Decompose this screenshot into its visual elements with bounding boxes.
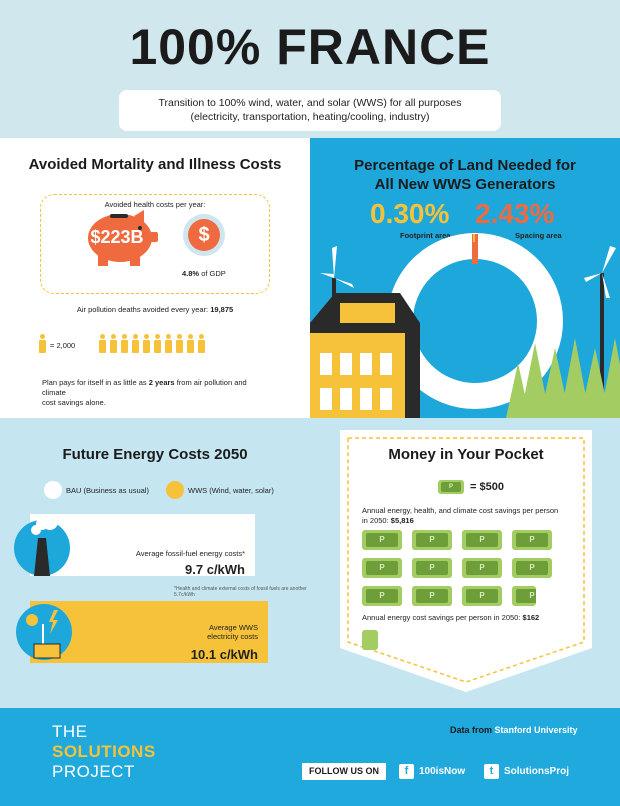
person-icon	[98, 334, 106, 354]
deaths-line	[0, 305, 310, 314]
facebook-handle[interactable]: 100isNow	[419, 766, 466, 777]
annual-label-line-1: Annual energy, health, and climate cost savings per person	[362, 506, 559, 515]
person-icon	[164, 334, 172, 354]
bill-icon: P	[362, 586, 402, 606]
wws-legend-label: WWS (Wind, water, solar)	[188, 486, 274, 495]
land-heading-line-1: Percentage of Land Needed for	[354, 157, 576, 174]
payback-years: 2 years	[148, 378, 175, 387]
brand-line-3: PROJECT	[52, 762, 135, 781]
wws-cost-label-line-1: Average WWS	[208, 623, 258, 632]
footprint-label: Footprint area	[400, 231, 451, 240]
bau-legend-label: BAU (Business as usual)	[66, 486, 149, 495]
fossil-cost-note: *Health and climate external costs of fossil fuels are another 5.7c/kWh	[174, 586, 307, 598]
bill-icon: P	[512, 558, 552, 578]
bill-icon: P	[412, 586, 452, 606]
mortality-panel	[0, 138, 310, 418]
data-source	[450, 725, 578, 735]
land-panel	[310, 138, 620, 418]
person-icon	[186, 334, 194, 354]
person-icon	[120, 334, 128, 354]
dollar-icon: $	[188, 219, 220, 251]
bill-icon: P	[462, 586, 502, 606]
wws-cost-label	[207, 623, 258, 641]
bill-icon: P	[512, 530, 552, 550]
land-illustration	[310, 138, 620, 418]
bill-icon: P	[438, 480, 464, 494]
payback-post: from air pollution and climate	[42, 378, 247, 397]
payback-pre: Plan pays for itself in as little as	[42, 378, 147, 387]
building-icon	[310, 293, 420, 418]
person-icon	[153, 334, 161, 354]
wws-cost-label-line-2: electricity costs	[207, 632, 258, 641]
bill-icon: P	[412, 558, 452, 578]
brand-line-1: THE	[52, 722, 88, 741]
deaths-label: Air pollution deaths avoided every year:	[76, 305, 209, 314]
spacing-label: Spacing area	[515, 231, 562, 240]
facebook-icon[interactable]: f	[399, 764, 414, 779]
subtitle-box	[119, 90, 501, 131]
payback-line-2: cost savings alone.	[42, 398, 106, 407]
bill-icon: P	[362, 530, 402, 550]
data-from-prefix: Data from	[450, 725, 493, 735]
person-unit: = 2,000	[50, 341, 76, 350]
land-heading-line-2: All New WWS Generators	[374, 176, 556, 193]
pocket-panel	[310, 418, 620, 708]
bill-icon: P	[512, 586, 536, 606]
energy-savings-line	[362, 613, 539, 622]
data-from-source[interactable]: Stanford University	[494, 725, 578, 735]
health-costs-value: $223B	[90, 227, 144, 247]
footprint-slice	[473, 234, 475, 242]
subtitle-line-2: (electricity, transportation, heating/cooling, industry)	[190, 111, 430, 123]
solar-panel-icon	[14, 598, 74, 668]
bill-value: = $500	[470, 481, 504, 493]
person-icon	[197, 334, 205, 354]
footprint-value: 0.30%	[370, 198, 450, 229]
annual-savings-value: $5,816	[390, 516, 414, 525]
person-icon	[109, 334, 117, 354]
payback-text	[42, 378, 272, 408]
gdp-line	[182, 269, 226, 278]
bill-icon: P	[412, 530, 452, 550]
gdp-label: of GDP	[201, 269, 226, 278]
footer	[0, 708, 620, 806]
health-costs-label: Avoided health costs per year:	[104, 200, 206, 209]
bill-icon	[362, 630, 378, 650]
brand-line-2: SOLUTIONS	[52, 742, 156, 761]
fossil-cost-value: 9.7 c/kWh	[185, 562, 245, 577]
mortality-heading: Avoided Mortality and Illness Costs	[28, 156, 282, 173]
energy-costs-heading: Future Energy Costs 2050	[62, 446, 248, 463]
bill-icon: P	[462, 558, 502, 578]
gdp-pct: 4.8%	[182, 269, 200, 278]
energy-savings-value: $162	[522, 613, 540, 622]
land-donut-ring	[400, 246, 550, 396]
bill-icon: P	[362, 558, 402, 578]
fossil-cost-label: Average fossil-fuel energy costs*	[135, 549, 245, 558]
twitter-handle[interactable]: SolutionsProj	[504, 766, 569, 777]
wws-cost-value: 10.1 c/kWh	[190, 647, 258, 662]
factory-icon	[14, 510, 70, 580]
wws-legend-dot	[166, 481, 184, 499]
coin-badge	[183, 214, 225, 256]
annual-label-line-2: in 2050:	[362, 516, 389, 525]
person-icon	[131, 334, 139, 354]
person-icon	[175, 334, 183, 354]
bill-icon: P	[462, 530, 502, 550]
page-title: 100% FRANCE	[129, 19, 491, 75]
deaths-value: 19,875	[210, 305, 234, 314]
person-icon	[38, 334, 46, 354]
energy-savings-label: Annual energy cost savings per person in 2050:	[362, 613, 521, 622]
person-icon	[142, 334, 150, 354]
subtitle-line-1: Transition to 100% wind, water, and solar (WWS) for all purposes	[158, 97, 462, 109]
follow-us-label: FOLLOW US ON	[302, 763, 386, 780]
spacing-value: 2.43%	[475, 198, 555, 229]
energy-costs-panel	[0, 418, 310, 708]
annual-savings-label	[362, 506, 558, 526]
twitter-icon[interactable]: t	[484, 764, 499, 779]
pocket-heading: Money in Your Pocket	[388, 446, 544, 463]
bau-legend-dot	[44, 481, 62, 499]
